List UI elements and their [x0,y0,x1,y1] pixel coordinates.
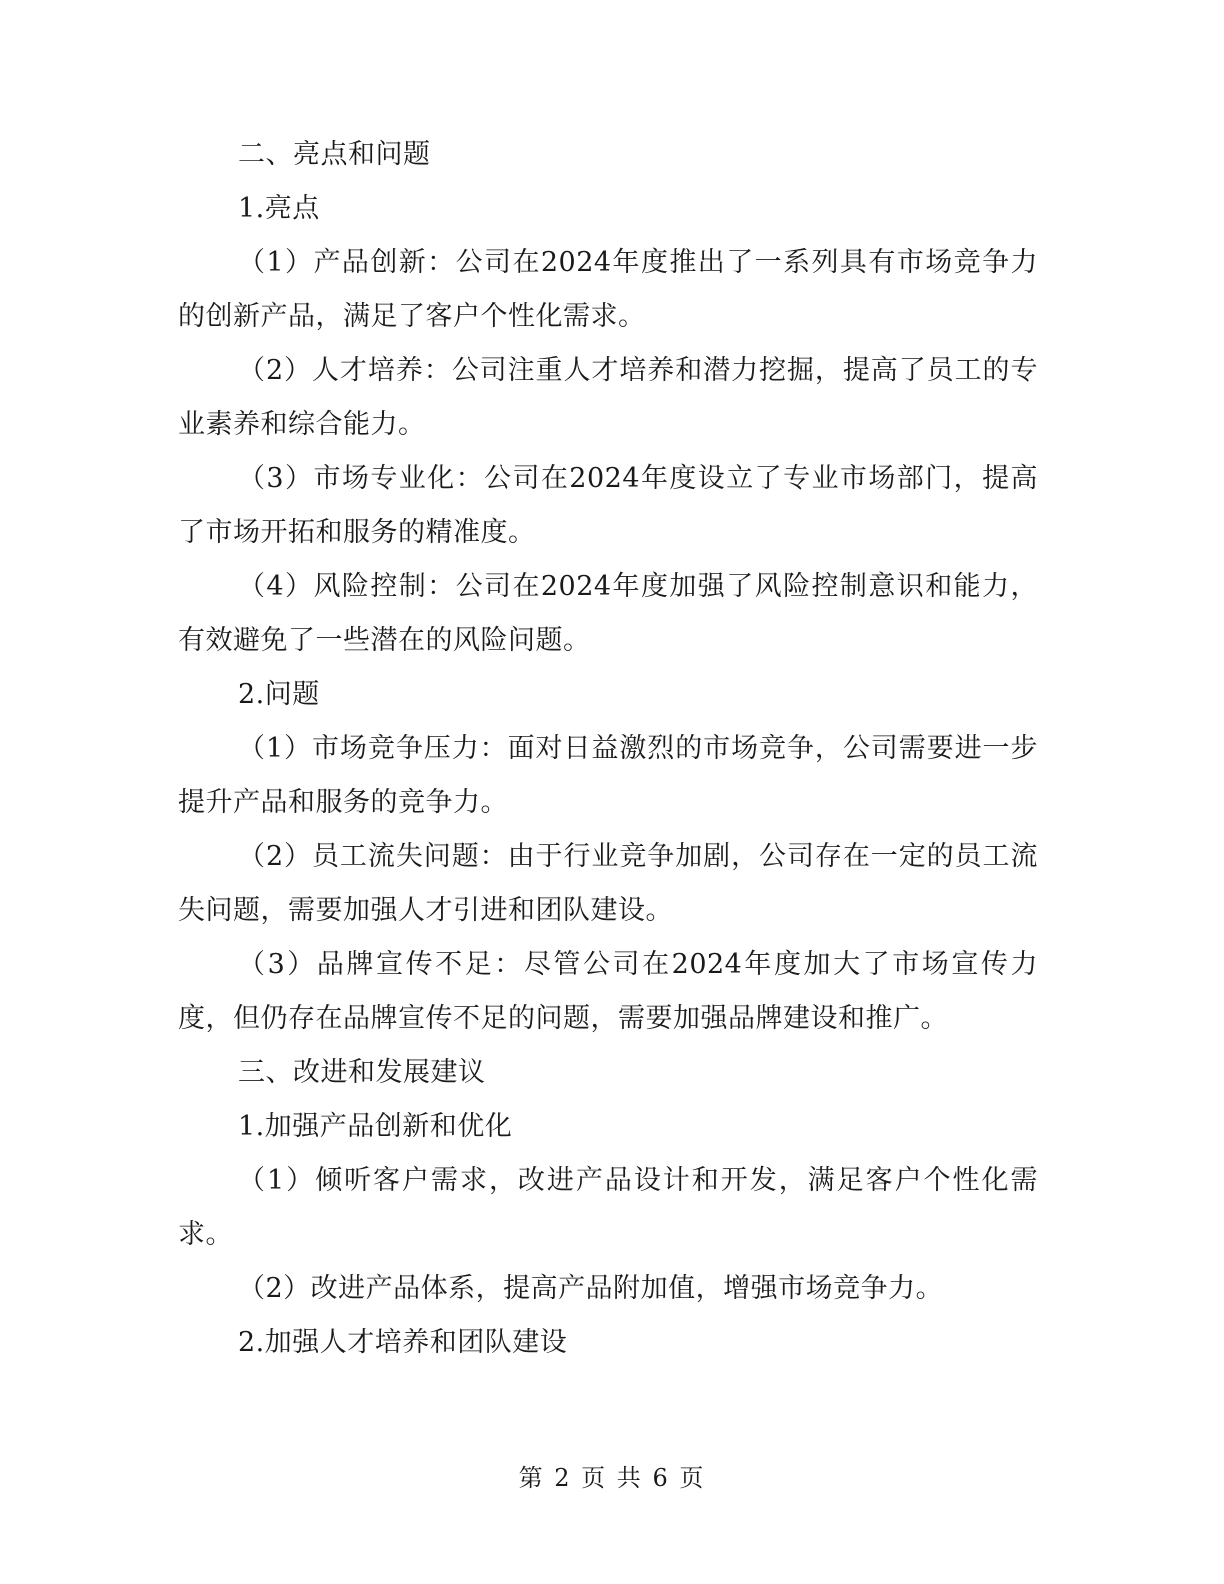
paragraph-brand-promotion: （3）品牌宣传不足：尽管公司在2024年度加大了市场宣传力度，但仍存在品牌宣传不足的问题，需要加强品牌建设和推广。 [178,949,1038,1034]
paragraph-market-competition: （1）市场竞争压力：面对日益激烈的市场竞争，公司需要进一步提升产品和服务的竞争力。 [178,733,1038,818]
page-indicator: 第 2 页 共 6 页 [518,1464,706,1492]
document-body [178,128,1038,1370]
subheading-problems: 2.问题 [238,679,320,710]
paragraph-talent-development: （2）人才培养：公司注重人才培养和潜力挖掘，提高了员工的专业素养和综合能力。 [178,355,1038,440]
paragraph-risk-control: （4）风险控制：公司在2024年度加强了风险控制意识和能力，有效避免了一些潜在的风险问题。 [178,571,1038,656]
section-heading-improvement: 三、改进和发展建议 [238,1057,486,1088]
subheading-product-innovation: 1.加强产品创新和优化 [238,1111,513,1142]
subheading-highlights: 1.亮点 [238,193,320,224]
subheading-talent-team: 2.加强人才培养和团队建设 [238,1327,568,1358]
paragraph-staff-turnover: （2）员工流失问题：由于行业竞争加剧，公司存在一定的员工流失问题，需要加强人才引进和团队建设。 [178,841,1038,926]
paragraph-customer-needs: （1）倾听客户需求，改进产品设计和开发，满足客户个性化需求。 [178,1165,1038,1250]
paragraph-market-specialization: （3）市场专业化：公司在2024年度设立了专业市场部门，提高了市场开拓和服务的精准度。 [178,463,1038,548]
paragraph-product-system: （2）改进产品体系，提高产品附加值，增强市场竞争力。 [238,1273,944,1304]
page-footer [0,1458,1224,1493]
paragraph-product-innovation: （1）产品创新：公司在2024年度推出了一系列具有市场竞争力的创新产品，满足了客户个性化需求。 [178,247,1038,332]
section-heading-highlights-problems: 二、亮点和问题 [238,139,431,170]
